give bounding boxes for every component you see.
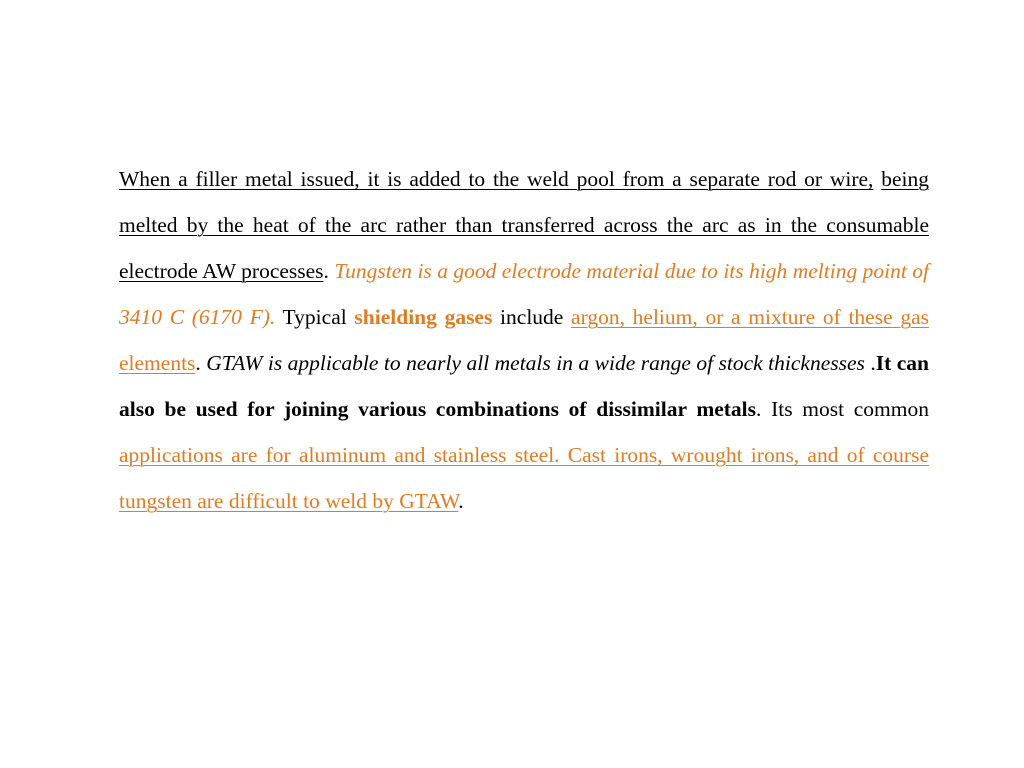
- period-text-2: .: [195, 351, 207, 375]
- gas-elements-link[interactable]: argon, helium, or a mixture of these gas elements: [119, 305, 929, 375]
- period-text: .: [323, 259, 335, 283]
- include-text: include: [492, 305, 572, 329]
- typical-text: Typical: [275, 305, 355, 329]
- tungsten-electrode-sentence: Tungsten is a good electrode material due to its high melting point of 3410 C (6170 F).: [119, 259, 929, 329]
- shielding-gases-term: shielding gases: [354, 305, 493, 329]
- filler-metal-sentence: When a filler metal issued, it is added to the weld pool from a separate rod or wire,: [119, 167, 874, 191]
- period-text-3: .: [864, 351, 876, 375]
- arc-melting-clause: being melted by the heat of the arc rather than transferred across the arc as in the consumable electrode AW processes: [119, 167, 930, 283]
- applications-link[interactable]: applications are for aluminum and stainless steel. Cast irons, wrought irons, and of course tungsten are difficult to weld by GTAW: [119, 443, 929, 513]
- gtaw-applicability-sentence: GTAW is applicable to nearly all metals in a wide range of stock thicknesses: [206, 351, 865, 375]
- most-common-text: . Its most common: [756, 397, 929, 421]
- dissimilar-metals-sentence: It can also be used for joining various combinations of dissimilar metals: [119, 351, 929, 421]
- body-paragraph: [119, 156, 929, 524]
- final-period: .: [458, 489, 464, 513]
